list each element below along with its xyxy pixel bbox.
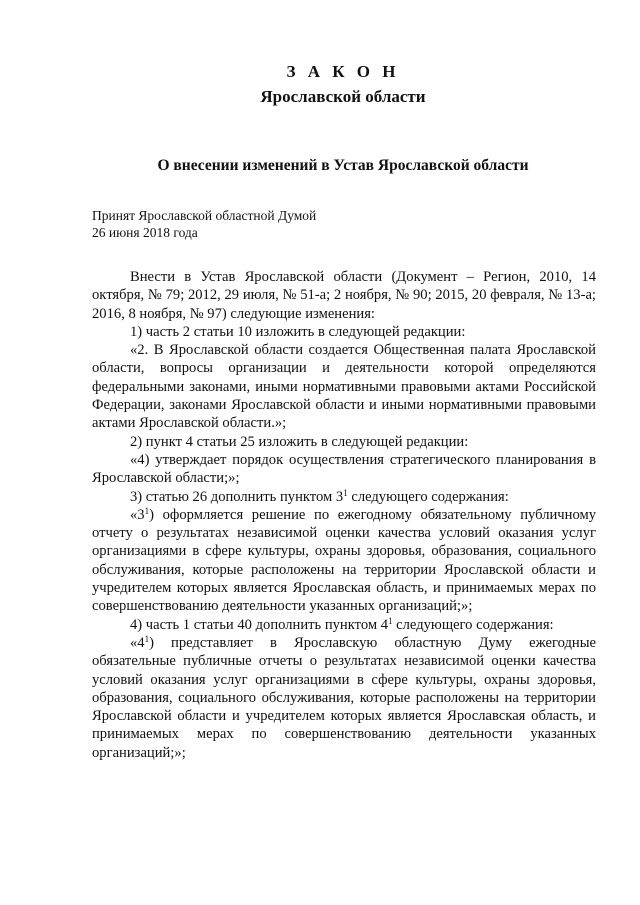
adoption-note <box>92 207 316 241</box>
item-4-text: «$4^1$) представляет в Ярославскую областную Думу ежегодные обязательные публичные отчеты о результатах независимой оценки качества условий оказания услуг организациями в сфере культуры, охраны здоровья, образования, социального обслуживания, которые расположены на территории Ярославской области и учредителем которых является Ярославская область, и принимаемых мерах по совершенствованию деятельности указанных организаций;»; <box>92 633 596 761</box>
law-body <box>92 268 596 762</box>
adoption-date: 26 июня 2018 года <box>92 225 198 240</box>
adoption-body: Принят Ярославской областной Думой <box>92 208 317 223</box>
region-title: Ярославской области <box>260 87 426 106</box>
intro-paragraph: Внести в Устав Ярославской области (Документ – Регион, 2010, 14 октября, № 79; 2012, 29 июля, № 51-а; 2 ноября, № 90; 2015, 20 февраля, № 13-а; 2016, 8 ноября, № 97) следующие изменения: <box>92 269 596 322</box>
item-3: 3) статью 26 дополнить пунктом $3^1$ следующего содержания: <box>130 487 509 505</box>
item-3-text: «$3^1$) оформляется решение по ежегодному обязательному публичному отчету о результатах независимой оценки качества условий оказания услуг организациями в сфере культуры, охраны здоровья, образования, социального обслуживания, которые расположены на территории Ярославской области и учредителем которых является Ярославская область, и принимаемых мерах по совершенствованию деятельности указанных организаций;»; <box>92 505 596 615</box>
item-1: 1) часть 2 статьи 10 изложить в следующей редакции: <box>130 323 466 340</box>
law-title: З А К О Н <box>286 62 400 81</box>
item-2-text: «4) утверждает порядок осуществления стратегического планирования в Ярославской области;»; <box>92 451 596 487</box>
item-4: 4) часть 1 статьи 40 дополнить пунктом $4^1$ следующего содержания: <box>130 615 554 633</box>
law-subject: О внесении изменений в Устав Ярославской области <box>157 157 529 174</box>
item-2: 2) пункт 4 статьи 25 изложить в следующей редакции: <box>130 433 469 450</box>
item-1-text: «2. В Ярославской области создается Общественная палата Ярославской области, вопросы организации и деятельности которой определяются федеральными законами, иными нормативными правовыми актами Российской Федерации, законами Ярославской области и иными нормативными правовыми актами Ярославской области.»; <box>92 342 596 432</box>
